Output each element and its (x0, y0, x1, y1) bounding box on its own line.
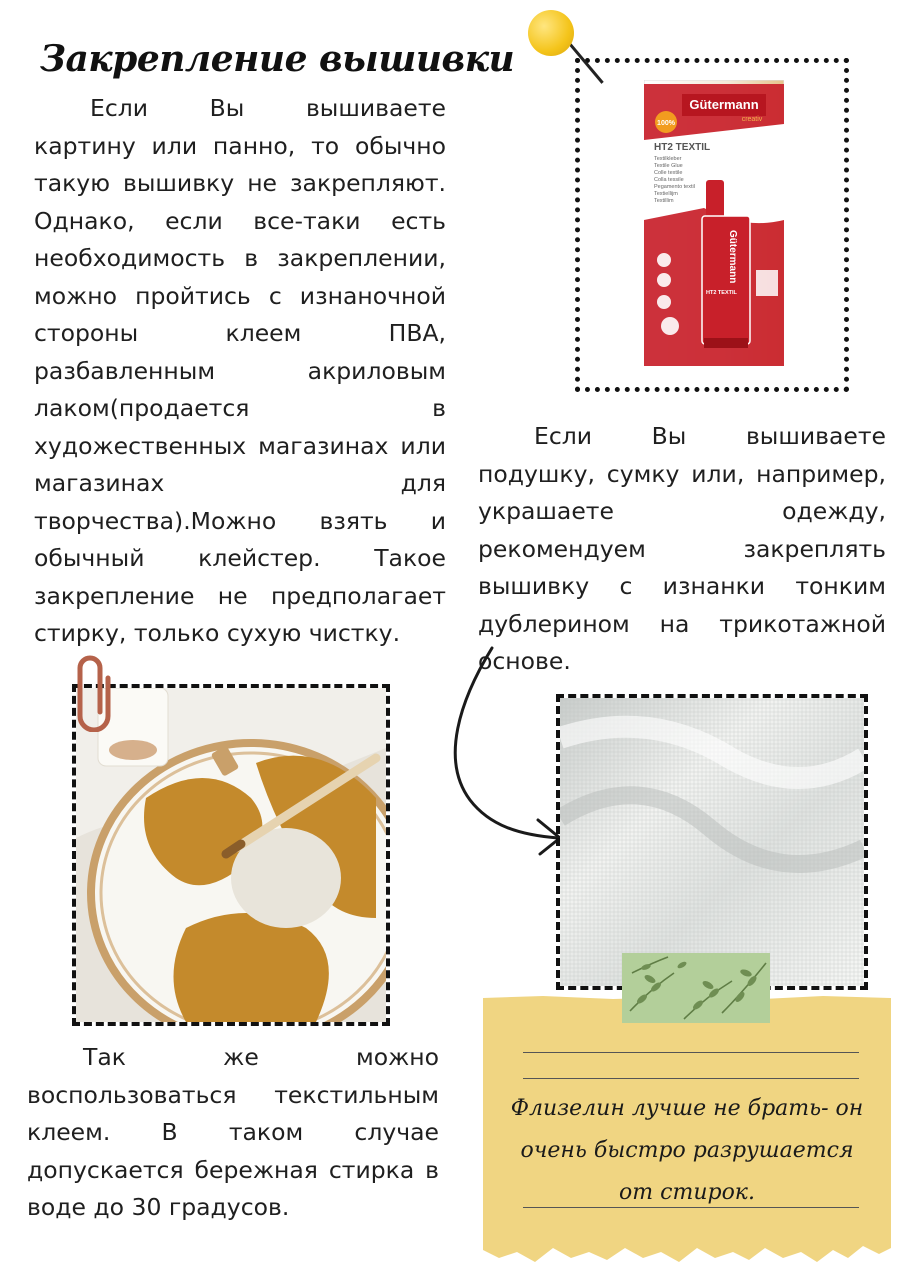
package-line: Textilkleber (654, 156, 682, 162)
note-text: Флизелин лучше не брать- он очень быстро разрушается от стирок. (510, 1096, 864, 1205)
package-line: Colla tessile (654, 177, 684, 183)
paragraph-2-text: Если Вы вышиваете подушку, сумку или, например, украшаете одежду, рекомендуем закреплять вышивку с изнанки тонким дублерином на трикотажной основе. (478, 422, 886, 675)
interfacing-fabric-photo (560, 698, 864, 986)
leaf-pattern-icon (622, 953, 770, 1023)
package-badge: 100% (657, 120, 675, 127)
note-rule-line (523, 1078, 859, 1079)
paragraph-textile-glue (27, 1039, 439, 1227)
interfacing-fabric-photo-frame (556, 694, 868, 990)
washi-tape (622, 953, 770, 1023)
package-brand-sub: creativ (741, 116, 763, 123)
tube-brand: Gütermann (727, 230, 738, 284)
pushpin-icon (528, 10, 574, 56)
embroidery-hoop-photo (76, 688, 386, 1022)
paragraph-fixing-intro (34, 90, 446, 653)
package-product: HT2 TEXTIL (654, 142, 711, 153)
page-title: Закрепление вышивки (40, 38, 515, 80)
tube-product: HT2 TEXTIL (706, 290, 737, 296)
package-line: Pegamento textil (654, 184, 695, 190)
paragraph-3-text: Так же можно воспользоваться текстильным клеем. В таком случае допускается бережная стирка в воде до 30 градусов. (27, 1043, 439, 1221)
embroidery-hoop-photo-frame (72, 684, 390, 1026)
package-line: Colle textile (654, 170, 683, 176)
paperclip-icon (72, 652, 112, 732)
package-line: Textile Glue (654, 163, 683, 169)
package-line: Textillim (654, 198, 674, 204)
package-line: Textiellijm (654, 191, 678, 197)
package-brand: Gütermann (689, 97, 759, 112)
textile-glue-package (644, 80, 784, 366)
paragraph-1-text: Если Вы вышиваете картину или панно, то обычно такую вышивку не закрепляют. Однако, если все-таки есть необходимость в закреплении, можно пройтись с изнаночной стороны клеем ПВА, разбавленным акриловым лаком(продается в художественных магазинах или магазинах для творчества).Можно взять и обычный клейстер. Такое закрепление не предполагает стирку, только сухую чистку. (34, 94, 446, 647)
note-rule-line (523, 1052, 859, 1053)
